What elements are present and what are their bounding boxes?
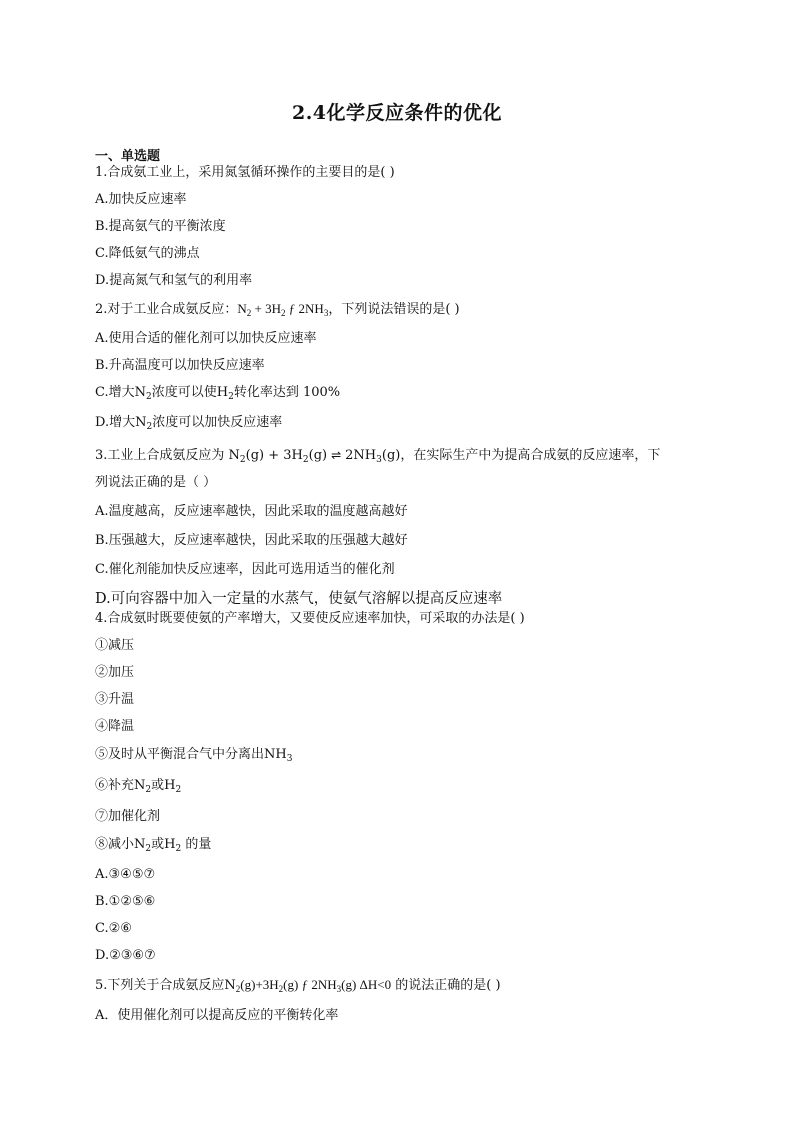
- question-4-item-4: ④降温: [95, 719, 135, 734]
- question-3-option-d: D.可向容器中加入一定量的水蒸气，使氨气溶解以提高反应速率: [95, 591, 503, 607]
- question-3-option-c: C.催化剂能加快反应速率，因此可选用适当的催化剂: [95, 562, 395, 577]
- question-3-stem-line2: 列说法正确的是（ ）: [95, 475, 217, 490]
- section-heading: 一、单选题: [95, 149, 161, 164]
- equilibrium-arrow-icon: ⇌: [331, 448, 342, 462]
- question-4-option-a: A.③④⑤⑦: [95, 867, 156, 882]
- question-1-option-a: A.加快反应速率: [95, 192, 187, 207]
- question-2-option-d: D.增大$N_2$浓度可以加快反应速率: [95, 415, 283, 432]
- question-2-stem: 2.对于工业合成氨反应：$N_2 + 3H_2$ ƒ $2NH_3$，下列说法错误的是( ): [95, 301, 460, 318]
- question-4-option-d: D.②③⑥⑦: [95, 948, 156, 963]
- question-4-item-2: ②加压: [95, 665, 135, 680]
- question-4-item-3: ③升温: [95, 692, 135, 707]
- question-4-item-1: ①减压: [95, 638, 135, 653]
- question-3-option-a: A.温度越高，反应速率越快，因此采取的温度越高越好: [95, 504, 408, 519]
- question-2-equation: $N_2 + 3H_2$ ƒ $2NH_3$: [237, 301, 329, 318]
- question-2-option-c: C.增大$N_2$浓度可以使$H_2$转化率达到 100%: [95, 385, 341, 402]
- question-4-item-5: ⑤及时从平衡混合气中分离出$NH_3$: [95, 747, 293, 764]
- question-1-option-c: C.降低氨气的沸点: [95, 246, 200, 261]
- question-5-equation: $_2(g)+3H_2(g)$ ƒ $2NH_3(g)$ ΔH<0: [235, 977, 392, 994]
- question-1-option-b: B.提高氨气的平衡浓度: [95, 219, 226, 234]
- question-5-option-a: A．使用催化剂可以提高反应的平衡转化率: [95, 1008, 339, 1023]
- question-4-option-c: C.②⑥: [95, 921, 132, 936]
- question-3-option-b: B.压强越大，反应速率越快，因此采取的压强越大越好: [95, 533, 408, 548]
- question-2-option-b: B.升高温度可以加快反应速率: [95, 358, 265, 373]
- question-4-item-6: ⑥补充$N_2$或$H_2$: [95, 778, 182, 795]
- question-1-option-d: D.提高氮气和氢气的利用率: [95, 273, 253, 288]
- question-2-option-a: A.使用合适的催化剂可以加快反应速率: [95, 331, 317, 346]
- question-3-stem: 3.工业上合成氨反应为 $N_2(g) + 3H_2(g)$ ⇌ $2NH_3(g)$，在实际生产中为提高合成氨的反应速率，下: [95, 448, 661, 465]
- page-title: 2.4化学反应条件的优化: [291, 102, 503, 124]
- question-1-stem: 1.合成氨工业上，采用氮氢循环操作的主要目的是( ): [95, 165, 395, 180]
- question-4-option-b: B.①②⑤⑥: [95, 894, 156, 909]
- question-4-stem: 4.合成氨时既要使氨的产率增大，又要使反应速率加快，可采取的办法是( ): [95, 611, 525, 626]
- question-5-stem: 5.下列关于合成氨反应$N_2(g)+3H_2(g)$ ƒ $2NH_3(g)$ ΔH<0 的说法正确的是( ): [95, 977, 501, 994]
- question-4-item-8: ⑧减小$N_2$或$H_2$ 的量: [95, 837, 212, 854]
- question-4-item-7: ⑦加催化剂: [95, 809, 161, 824]
